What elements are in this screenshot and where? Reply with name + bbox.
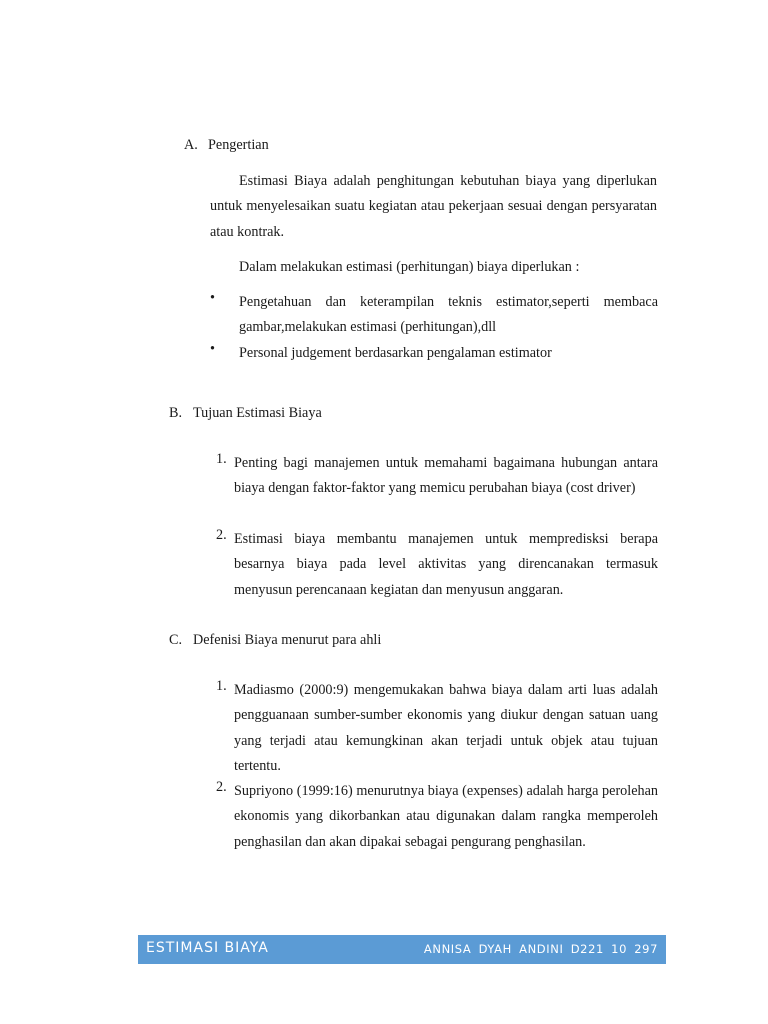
item-text: Penting bagi manajemen untuk memahami bagaimana hubungan antara biaya dengan faktor-faktor yang memicu perubahan biaya (cost driver) <box>234 455 658 497</box>
bullet-dot: • <box>210 341 215 357</box>
item-number: 2. <box>216 527 227 543</box>
section-b-title: Tujuan Estimasi Biaya <box>193 405 322 421</box>
section-a-marker: A. <box>184 137 198 153</box>
numbered-item <box>216 451 658 529</box>
numbered-item <box>216 527 658 605</box>
section-c-title: Defenisi Biaya menurut para ahli <box>193 632 382 648</box>
section-a-heading <box>184 137 269 154</box>
item-number: 1. <box>216 678 227 694</box>
item-number: 1. <box>216 451 227 467</box>
bullet-text: Personal judgement berdasarkan pengalaman estimator <box>239 345 552 361</box>
item-text: Madiasmo (2000:9) mengemukakan bahwa biaya dalam arti luas adalah pengguanaan sumber-sumber ekonomis yang diukur dengan satuan uang yang terjadi atau kemungkinan akan terjadi untuk objek atau tujuan tertentu. <box>234 682 658 775</box>
section-b-heading <box>169 405 322 422</box>
numbered-item <box>216 779 658 881</box>
section-a-paragraph-2: Dalam melakukan estimasi (perhitungan) biaya diperlukan : <box>239 259 580 275</box>
bullet-item <box>210 290 658 342</box>
bullet-item <box>210 341 658 367</box>
section-a-paragraph-1: Estimasi Biaya adalah penghitungan kebutuhan biaya yang diperlukan untuk menyelesaikan suatu kegiatan atau pekerjaan sesuai dengan persyaratan atau kontrak. <box>210 173 657 240</box>
bullet-dot: • <box>210 290 215 306</box>
footer-author: ANNISA DYAH ANDINI D221 10 297 <box>423 942 658 956</box>
section-c-heading <box>169 632 381 649</box>
section-c-marker: C. <box>169 632 183 648</box>
numbered-item <box>216 678 658 780</box>
item-text: Supriyono (1999:16) menurutnya biaya (expenses) adalah harga perolehan ekonomis yang dikorbankan atau digunakan dalam rangka memperoleh penghasilan dan akan dipakai sebagai pengurang penghasilan. <box>234 783 658 850</box>
footer-title: ESTIMASI BIAYA <box>146 940 269 956</box>
section-b-marker: B. <box>169 405 183 421</box>
item-number: 2. <box>216 779 227 795</box>
item-text: Estimasi biaya membantu manajemen untuk mempredisksi berapa besarnya biaya pada level aktivitas yang direncanakan termasuk menyusun perencanaan kegiatan dan menyusun anggaran. <box>234 531 658 598</box>
page-footer <box>138 935 666 964</box>
bullet-text: Pengetahuan dan keterampilan teknis estimator,seperti membaca gambar,melakukan estimasi (perhitungan),dll <box>239 294 658 336</box>
section-a-title: Pengertian <box>208 137 269 153</box>
